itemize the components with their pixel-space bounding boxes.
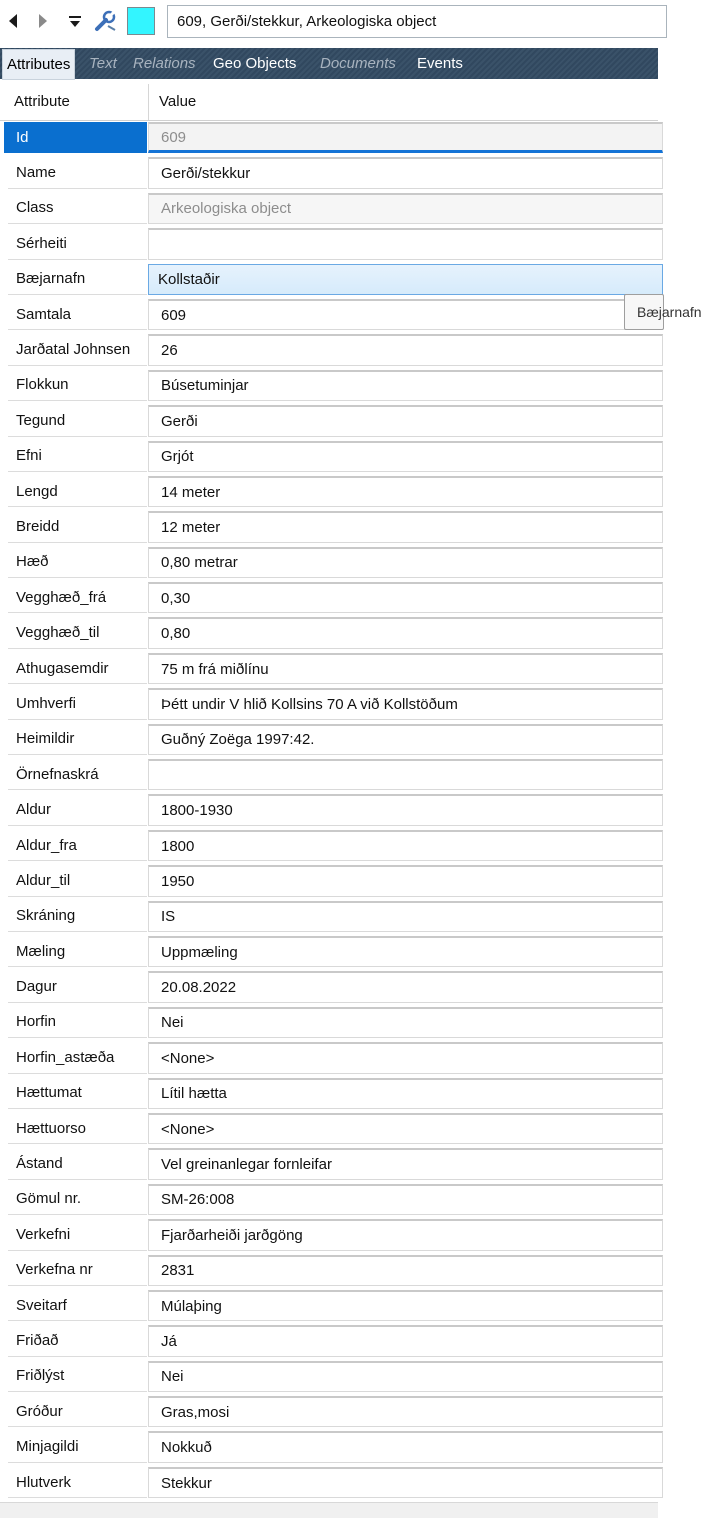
color-swatch[interactable] <box>127 7 155 35</box>
attribute-name: Name <box>8 157 147 188</box>
table-row[interactable] <box>0 1005 658 1040</box>
attribute-name: Friðlýst <box>8 1361 147 1392</box>
attribute-value-field[interactable]: SM-26:008 <box>148 1184 663 1215</box>
table-row[interactable] <box>0 1465 658 1500</box>
table-row[interactable] <box>0 1394 658 1429</box>
attribute-value-field[interactable]: Búsetuminjar <box>148 370 663 401</box>
attribute-value-field[interactable]: 0,80 metrar <box>148 547 663 578</box>
attribute-grid <box>0 84 658 1502</box>
attribute-name: Örnefnaskrá <box>8 759 147 790</box>
toolbar <box>0 0 658 44</box>
attribute-name: Aldur <box>8 794 147 825</box>
object-title-field[interactable]: 609, Gerði/stekkur, Arkeologiska object <box>167 5 667 38</box>
attribute-value-field[interactable]: Lítil hætta <box>148 1078 663 1109</box>
table-row[interactable] <box>0 262 658 297</box>
attribute-value-field[interactable] <box>148 228 663 259</box>
table-row[interactable] <box>0 155 658 190</box>
table-row[interactable] <box>0 828 658 863</box>
attribute-name: Hættumat <box>8 1078 147 1109</box>
attribute-name: Skráning <box>8 901 147 932</box>
attribute-value-field[interactable]: 609 <box>148 299 663 330</box>
table-row[interactable] <box>0 686 658 721</box>
attribute-name: Verkefni <box>8 1219 147 1250</box>
table-row[interactable] <box>0 1146 658 1181</box>
attribute-name: Vegghæð_til <box>8 617 147 648</box>
attribute-name: Mæling <box>8 936 147 967</box>
attribute-value-field[interactable]: Nei <box>148 1007 663 1038</box>
attribute-value-field[interactable]: 14 meter <box>148 476 663 507</box>
attribute-value-field[interactable]: Þétt undir V hlið Kollsins 70 A við Kollstöðum <box>148 688 663 719</box>
attribute-value-field[interactable]: Stekkur <box>148 1467 663 1498</box>
attribute-value-field: Arkeologiska object <box>148 193 663 224</box>
attribute-value-field[interactable]: Gerði/stekkur <box>148 157 663 188</box>
attribute-value-field[interactable]: 0,80 <box>148 617 663 648</box>
attribute-name: Horfin <box>8 1007 147 1038</box>
attribute-value-field[interactable]: Fjarðarheiði jarðgöng <box>148 1219 663 1250</box>
attribute-name: Verkefna nr <box>8 1255 147 1286</box>
table-row[interactable] <box>0 474 658 509</box>
back-arrow-icon[interactable] <box>2 10 24 32</box>
attribute-value-field[interactable]: Gras,mosi <box>148 1396 663 1427</box>
attribute-name: Friðað <box>8 1325 147 1356</box>
attribute-value-field[interactable]: Guðný Zoëga 1997:42. <box>148 724 663 755</box>
table-row[interactable] <box>0 509 658 544</box>
attribute-name: Jarðatal Johnsen <box>8 334 147 365</box>
grid-header <box>0 84 658 121</box>
attribute-value-field[interactable]: Nei <box>148 1361 663 1392</box>
table-row[interactable] <box>0 1111 658 1146</box>
attribute-value-field[interactable]: 1800-1930 <box>148 794 663 825</box>
attribute-name: Id <box>4 122 147 153</box>
attribute-value-field[interactable]: 0,30 <box>148 582 663 613</box>
attribute-name: Sérheiti <box>8 228 147 259</box>
column-divider[interactable] <box>148 84 149 120</box>
tab-geo-objects[interactable]: Geo Objects <box>213 55 297 72</box>
table-row[interactable] <box>0 1288 658 1323</box>
table-row[interactable] <box>0 934 658 969</box>
grid-rows <box>0 120 658 1500</box>
table-row[interactable] <box>0 1253 658 1288</box>
attribute-name: Bæjarnafn <box>8 264 147 295</box>
table-row[interactable] <box>0 439 658 474</box>
attribute-name: Class <box>8 193 147 224</box>
wrench-icon[interactable] <box>93 10 119 32</box>
attribute-name: Aldur_til <box>8 865 147 896</box>
table-row[interactable] <box>0 615 658 650</box>
attribute-value-field[interactable] <box>148 759 663 790</box>
attribute-value-field[interactable]: Já <box>148 1325 663 1356</box>
attribute-name: Sveitarf <box>8 1290 147 1321</box>
tab-relations[interactable]: Relations <box>133 55 196 72</box>
attribute-name: Gróður <box>8 1396 147 1427</box>
attribute-value-field[interactable]: Kollstaðir <box>148 264 663 295</box>
attribute-value-field[interactable]: 20.08.2022 <box>148 971 663 1002</box>
attribute-value-field[interactable]: Gerði <box>148 405 663 436</box>
tab-bar <box>0 48 658 79</box>
tab-events[interactable]: Events <box>417 55 463 72</box>
attribute-name: Tegund <box>8 405 147 436</box>
table-row[interactable] <box>0 651 658 686</box>
table-row[interactable] <box>0 332 658 367</box>
attribute-name: Heimildir <box>8 724 147 755</box>
table-row[interactable] <box>0 1217 658 1252</box>
attribute-value-field[interactable]: 2831 <box>148 1255 663 1286</box>
table-row[interactable] <box>0 1323 658 1358</box>
attribute-value-field[interactable]: IS <box>148 901 663 932</box>
attribute-value-field[interactable]: 12 meter <box>148 511 663 542</box>
table-row[interactable] <box>0 580 658 615</box>
attribute-name: Breidd <box>8 511 147 542</box>
attribute-value-field[interactable]: 26 <box>148 334 663 365</box>
table-row[interactable] <box>0 863 658 898</box>
status-footer <box>0 1502 658 1518</box>
attribute-name: Athugasemdir <box>8 653 147 684</box>
table-row[interactable] <box>0 403 658 438</box>
attribute-name: Minjagildi <box>8 1431 147 1462</box>
table-row[interactable] <box>0 969 658 1004</box>
table-row[interactable] <box>0 757 658 792</box>
attribute-name: Dagur <box>8 971 147 1002</box>
table-row[interactable] <box>0 545 658 580</box>
table-row[interactable] <box>0 120 658 155</box>
table-row[interactable] <box>0 297 658 332</box>
attribute-value-field[interactable]: Nokkuð <box>148 1431 663 1462</box>
attribute-name: Ástand <box>8 1148 147 1179</box>
tab-attributes[interactable]: Attributes <box>2 49 75 80</box>
attribute-value-field[interactable]: 1800 <box>148 830 663 861</box>
attribute-value-field[interactable]: 1950 <box>148 865 663 896</box>
table-row[interactable] <box>0 226 658 261</box>
attribute-value-field[interactable]: <None> <box>148 1042 663 1073</box>
attribute-value-field[interactable]: Múlaþing <box>148 1290 663 1321</box>
attribute-value-field[interactable]: <None> <box>148 1113 663 1144</box>
attribute-name: Umhverfi <box>8 688 147 719</box>
tab-text[interactable]: Text <box>89 55 117 72</box>
table-row[interactable] <box>0 1040 658 1075</box>
attribute-name: Samtala <box>8 299 147 330</box>
table-row[interactable] <box>0 191 658 226</box>
table-row[interactable] <box>0 1182 658 1217</box>
table-row[interactable] <box>0 899 658 934</box>
attribute-name: Aldur_fra <box>8 830 147 861</box>
attribute-name: Horfin_astæða <box>8 1042 147 1073</box>
attribute-name: Hæð <box>8 547 147 578</box>
attribute-value-field[interactable]: Uppmæling <box>148 936 663 967</box>
attribute-name: Gömul nr. <box>8 1184 147 1215</box>
table-row[interactable] <box>0 722 658 757</box>
attribute-name: Hlutverk <box>8 1467 147 1498</box>
table-row[interactable] <box>0 368 658 403</box>
table-row[interactable] <box>0 1429 658 1464</box>
attribute-name: Hættuorso <box>8 1113 147 1144</box>
attribute-name: Lengd <box>8 476 147 507</box>
tab-documents[interactable]: Documents <box>320 55 396 72</box>
attribute-name: Vegghæð_frá <box>8 582 147 613</box>
attribute-column-header[interactable]: Attribute <box>14 93 70 110</box>
attribute-value-field: 609 <box>148 122 663 153</box>
menu-dropdown-icon[interactable] <box>64 10 86 32</box>
table-row[interactable] <box>0 1076 658 1111</box>
value-column-header[interactable]: Value <box>159 93 197 110</box>
forward-arrow-icon[interactable] <box>32 10 54 32</box>
attribute-name: Efni <box>8 441 147 472</box>
attribute-value-field[interactable]: 75 m frá miðlínu <box>148 653 663 684</box>
table-row[interactable] <box>0 792 658 827</box>
attribute-name: Flokkun <box>8 370 147 401</box>
tooltip: Bæjarnafn <box>624 294 664 330</box>
attribute-value-field[interactable]: Grjót <box>148 441 663 472</box>
attribute-value-field[interactable]: Vel greinanlegar fornleifar <box>148 1148 663 1179</box>
table-row[interactable] <box>0 1359 658 1394</box>
